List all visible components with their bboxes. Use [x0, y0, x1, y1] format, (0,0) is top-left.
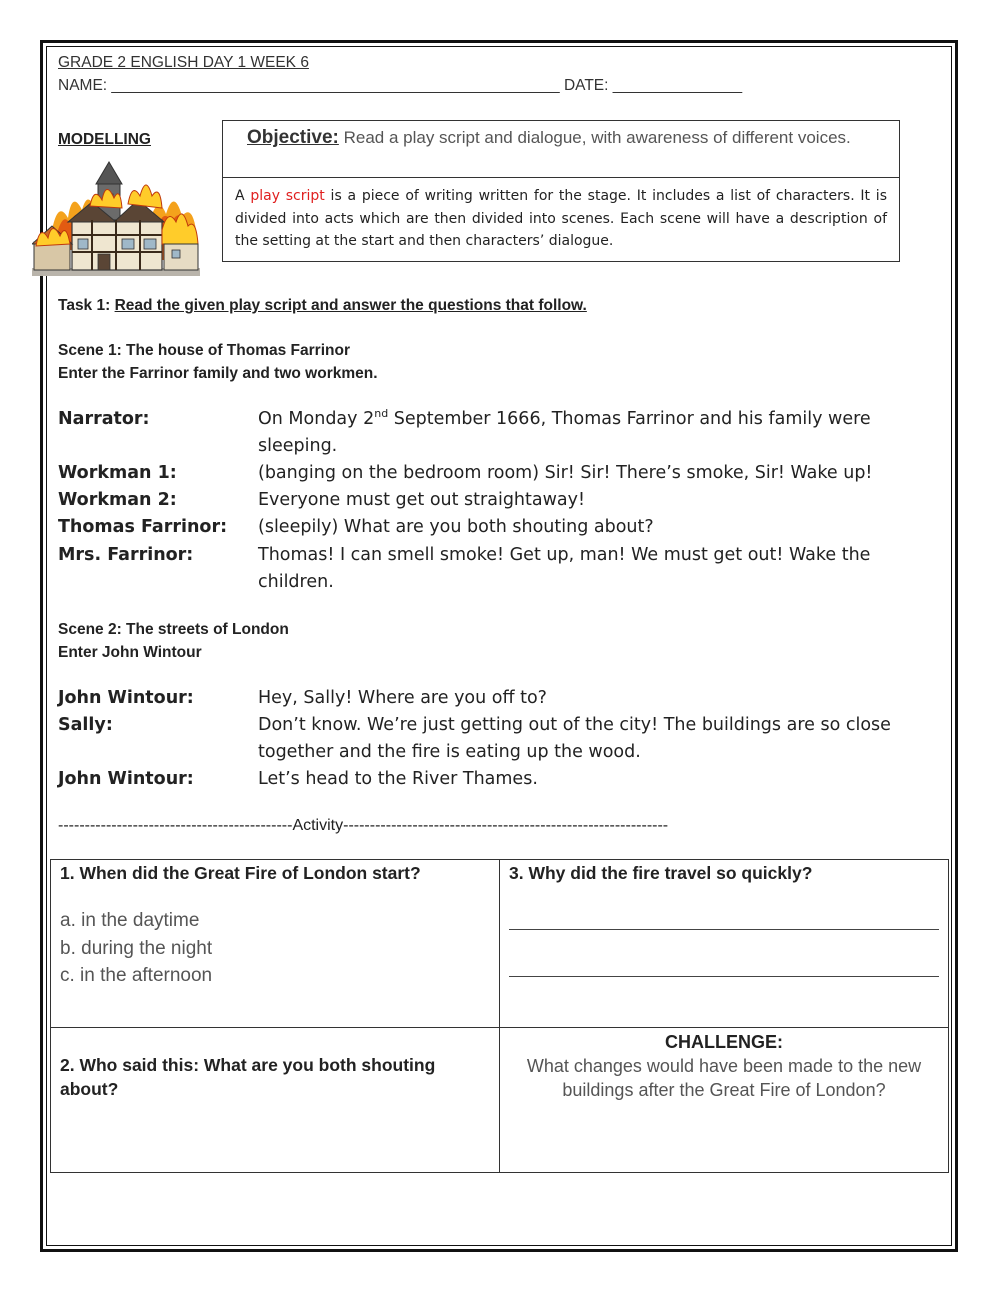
- script-line: [58, 514, 938, 541]
- script-line: [58, 685, 938, 712]
- dialogue-text: Thomas! I can smell smoke! Get up, man! We must get out! Wake the children.: [258, 545, 871, 592]
- scene1-direction: Enter the Farrinor family and two workmen.: [58, 365, 378, 382]
- script-line: [58, 406, 938, 460]
- definition-term: play script: [250, 188, 325, 204]
- play-script-definition: [223, 178, 899, 253]
- speaker-name: Workman 1:: [58, 463, 177, 483]
- answer-option-c[interactable]: c. in the afternoon: [60, 965, 213, 986]
- challenge-text: What changes would have been made to the new buildings after the Great Fire of London?: [526, 1056, 922, 1100]
- dialogue-text: (banging on the bedroom room) Sir! Sir! There’s smoke, Sir! Wake up!: [258, 463, 873, 483]
- name-date-line: NAME: ____________________________________________________ DATE: _______________: [58, 77, 743, 94]
- dialogue-text: (sleepily) What are you both shouting about?: [258, 517, 654, 537]
- speaker-name: Sally:: [58, 715, 113, 735]
- speaker-name: Mrs. Farrinor:: [58, 545, 194, 565]
- answer-line-1[interactable]: [509, 929, 939, 930]
- script-line: [58, 460, 938, 487]
- script-line: [58, 766, 938, 793]
- script-line: [58, 712, 938, 766]
- burning-house-icon: [32, 160, 200, 278]
- answer-option-b[interactable]: b. during the night: [60, 938, 213, 959]
- speaker-name: Workman 2:: [58, 490, 177, 510]
- task-instruction: [58, 297, 587, 315]
- dialogue-text: On Monday 2nd September 1666, Thomas Farrinor and his family were sleeping.: [258, 407, 871, 456]
- speaker-name: Thomas Farrinor:: [58, 517, 228, 537]
- definition-pre: A: [235, 188, 251, 204]
- speaker-name: Narrator:: [58, 409, 150, 429]
- script-line: [58, 487, 938, 514]
- objective-label: Objective:: [247, 127, 339, 148]
- modelling-label: MODELLING: [58, 131, 151, 148]
- dialogue-text: Everyone must get out straightaway!: [258, 490, 586, 510]
- challenge-box: [500, 1030, 948, 1102]
- scene2-title: Scene 2: The streets of London: [58, 621, 289, 638]
- objective-text: Read a play script and dialogue, with awareness of different voices.: [338, 128, 851, 147]
- speaker-name: John Wintour:: [58, 688, 194, 708]
- table-divider-vertical: [499, 860, 500, 1172]
- challenge-title: CHALLENGE:: [665, 1032, 783, 1052]
- speaker-name: John Wintour:: [58, 769, 194, 789]
- activity-divider: --------------------------------------------Activity-------------------------------------------------------------: [58, 817, 669, 834]
- dialogue-text: Let’s head to the River Thames.: [258, 769, 538, 789]
- dialogue-text: Hey, Sally! Where are you off to?: [258, 688, 547, 708]
- dialogue-text: Don’t know. We’re just getting out of the city! The buildings are so close together and the fire is eating up the wood.: [258, 715, 891, 762]
- script-line: [58, 542, 938, 596]
- activity-table: [50, 859, 949, 1173]
- task-prefix: Task 1:: [58, 297, 115, 314]
- question-3: 3. Why did the fire travel so quickly?: [509, 863, 813, 883]
- question-1: 1. When did the Great Fire of London start?: [60, 863, 421, 883]
- objective-box: [222, 120, 900, 262]
- task-text: Read the given play script and answer the questions that follow.: [114, 297, 587, 314]
- table-divider-horizontal: [51, 1027, 948, 1028]
- question-2: 2. Who said this: What are you both shouting about?: [60, 1055, 436, 1099]
- scene2-direction: Enter John Wintour: [58, 644, 202, 661]
- scene1-title: Scene 1: The house of Thomas Farrinor: [58, 342, 350, 359]
- definition-post: is a piece of writing written for the stage. It includes a list of characters. It is divided into acts which are then divided into scenes. Each scene will have a description of the setting at the start and then characters’ dialogue.: [235, 188, 887, 249]
- worksheet-title: GRADE 2 ENGLISH DAY 1 WEEK 6: [58, 54, 309, 71]
- objective-statement: [223, 121, 899, 178]
- answer-option-a[interactable]: a. in the daytime: [60, 910, 200, 931]
- answer-line-2[interactable]: [509, 976, 939, 977]
